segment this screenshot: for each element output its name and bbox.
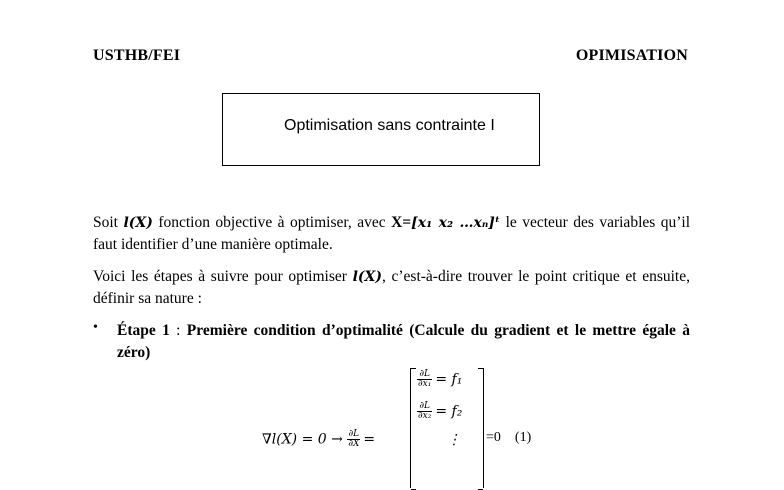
text: Voici les étapes à suivre pour optimiser	[93, 268, 353, 285]
text: , c’est-à-dire trouver le point critique et ensuite, définir sa nature :	[93, 268, 690, 307]
matrix-row	[417, 402, 462, 421]
title-text: Optimisation sans contrainte I	[284, 117, 495, 134]
paragraph-intro	[93, 212, 690, 256]
equation-number: (1)	[514, 430, 532, 445]
text: fonction objective à optimiser, avec	[152, 214, 392, 231]
partial-fraction: $\frac{\partial L}{\partial X}$	[348, 429, 360, 449]
math-objective: l(X)	[352, 269, 382, 285]
step-label: Étape 1	[117, 322, 170, 339]
partial-fraction: $\frac{\partial L}{\text{∂x₁}}$	[418, 369, 432, 389]
gradient-matrix	[410, 368, 484, 488]
text: le vecteur des variables qu’il faut identifier d’une manière optimale.	[93, 214, 690, 253]
step-1	[117, 320, 690, 364]
equation-rhs: =0 (1)	[486, 430, 532, 445]
math-vector: [x₁ x₂ …xₙ]ᵗ	[411, 215, 501, 231]
step-separator: :	[169, 322, 187, 339]
text-bold-x: X=	[391, 214, 412, 231]
matrix-row	[417, 432, 461, 448]
step-text: Première condition d’optimalité (Calcule du gradient et le mettre égale à zéro)	[117, 322, 690, 361]
row-rhs: ⋮	[447, 432, 461, 448]
header-left: USTHB/FEI	[93, 47, 181, 64]
row-rhs: = f₁	[435, 371, 463, 388]
gradient-equation	[0, 360, 784, 449]
header-right: OPIMISATION	[575, 47, 688, 64]
bullet-icon: •	[93, 320, 98, 335]
row-rhs: = f₂	[435, 403, 463, 420]
equation-lhs: ∇l(X) = 0 → $\frac{\partial L}{\partial X}$ =	[262, 429, 376, 449]
math-objective: l(X)	[123, 215, 153, 231]
text: Soit	[93, 214, 124, 231]
matrix-row	[417, 370, 462, 389]
paragraph-steps-intro	[93, 266, 690, 310]
partial-fraction: $\frac{\partial L}{\text{∂x₂}}$	[418, 401, 432, 421]
title-box	[222, 93, 540, 166]
